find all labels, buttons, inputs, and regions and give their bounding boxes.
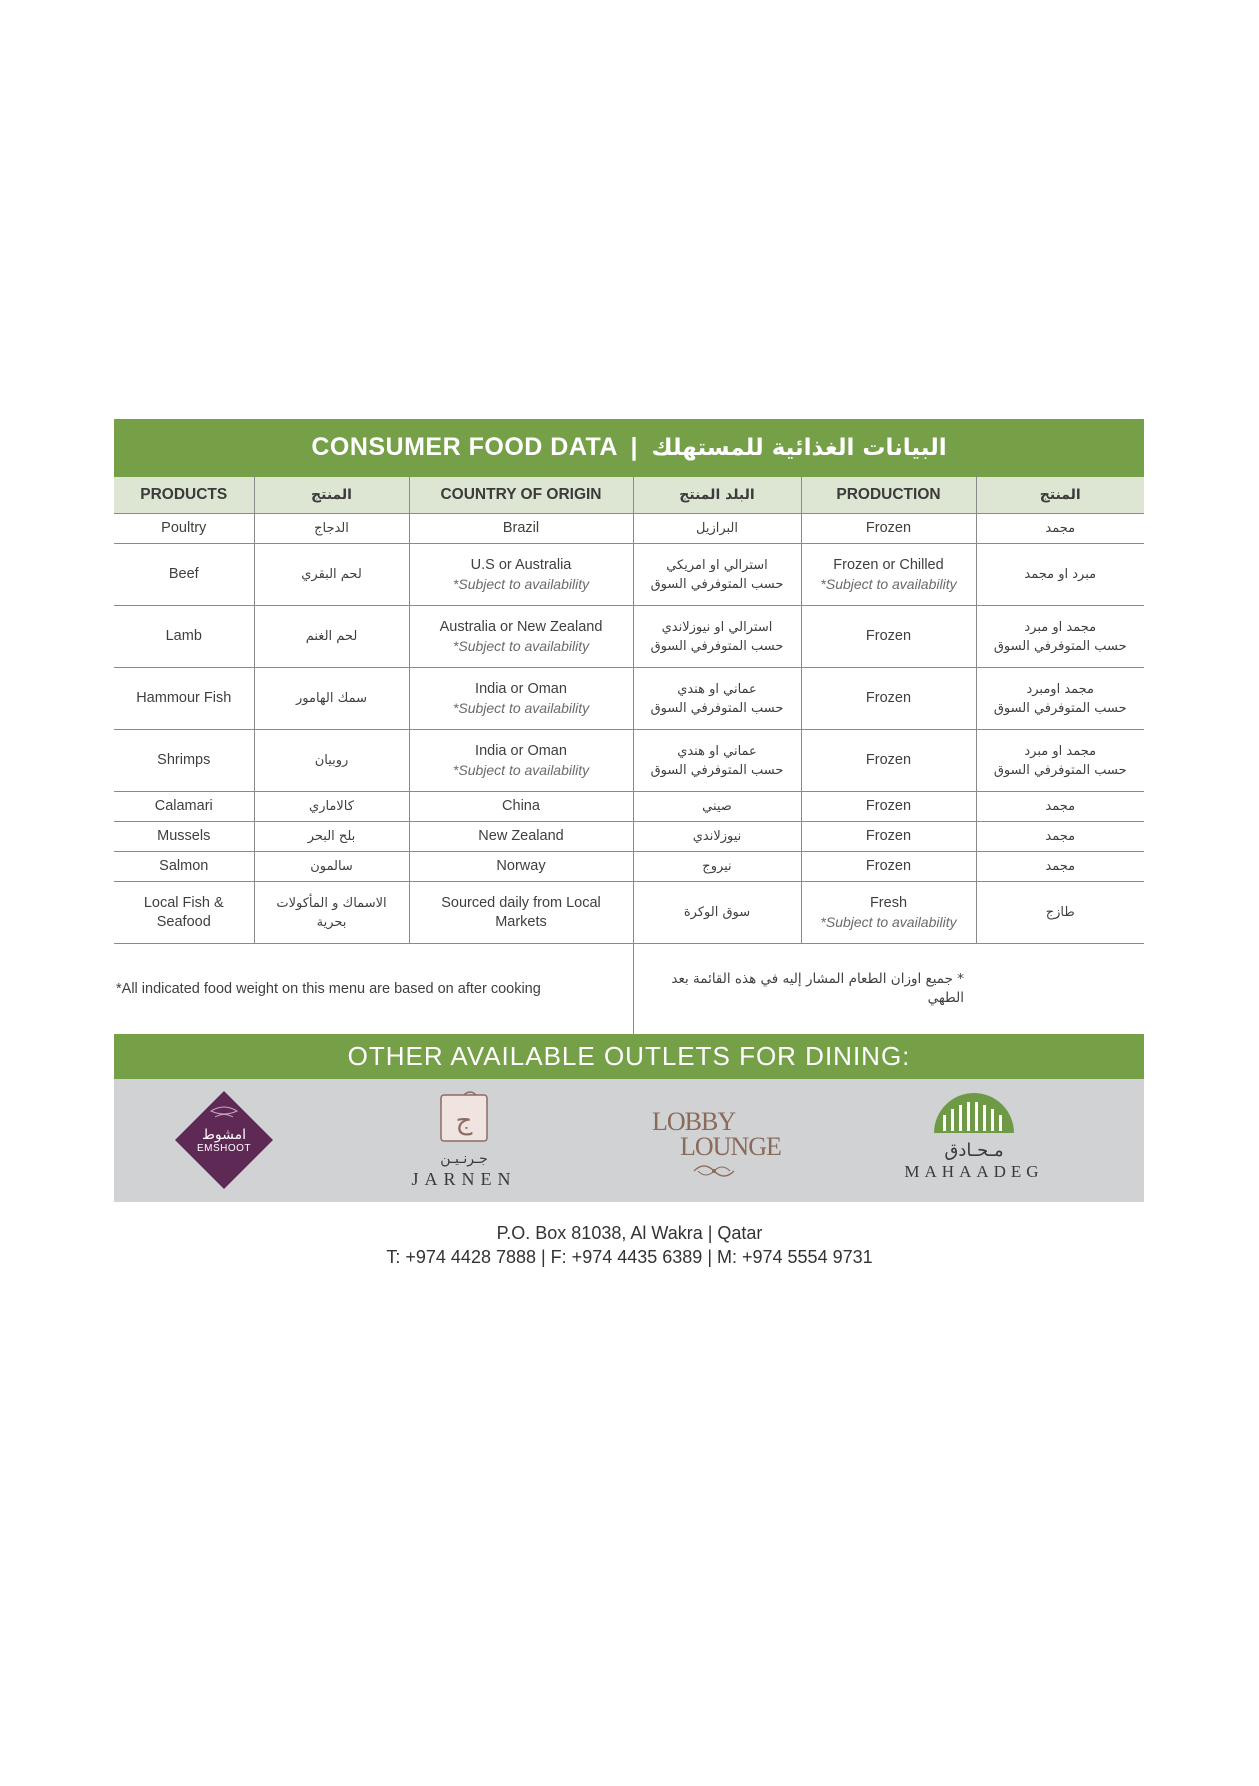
address: P.O. Box 81038, Al Wakra | Qatar [496, 1223, 763, 1243]
product-cell [114, 544, 254, 606]
mahaadeg-arch-icon [889, 1089, 1059, 1135]
mahaadeg-logo [889, 1089, 1059, 1194]
production-cell [801, 668, 976, 730]
production-text: Frozen [865, 858, 912, 874]
table-row [114, 730, 1144, 792]
emshoot-arabic: امشوط [201, 1127, 247, 1143]
product-ar-text: سالمون [310, 859, 353, 874]
availability-note: *Subject to availability [452, 761, 590, 778]
product-ar-cell [254, 544, 409, 606]
production-ar-text: مبرد او مجمد [1024, 567, 1097, 582]
table-row [114, 514, 1144, 544]
origin-cell [409, 822, 633, 852]
availability-note: *Subject to availability [820, 913, 957, 930]
origin-cell [409, 792, 633, 822]
production-ar-cell [976, 882, 1144, 944]
production-text: Frozen [865, 520, 912, 536]
origin-text: New Zealand [478, 828, 564, 844]
product-cell [114, 822, 254, 852]
title-english: CONSUMER FOOD DATA [311, 433, 618, 461]
origin-text: China [502, 798, 540, 814]
origin-ar-cell [633, 514, 801, 544]
jarnen-arabic: جـرنـيـن [440, 1151, 488, 1167]
origin-ar-cell [633, 852, 801, 882]
availability-note: حسب المتوفرفي السوق [993, 638, 1127, 654]
origin-ar-text: سوق الوكرة [683, 905, 751, 920]
table-row [114, 822, 1144, 852]
production-text: Frozen [865, 690, 912, 706]
product-ar-cell [254, 514, 409, 544]
origin-text: India or Oman [475, 742, 567, 759]
table-row [114, 544, 1144, 606]
origin-text: Brazil [502, 520, 540, 536]
production-ar-text: مجمد اومبرد [1026, 681, 1095, 697]
table-row [114, 852, 1144, 882]
product-ar-cell [254, 822, 409, 852]
origin-cell [409, 668, 633, 730]
product-cell [114, 730, 254, 792]
header-products: PRODUCTS [114, 477, 254, 514]
origin-cell [409, 852, 633, 882]
origin-cell [409, 882, 633, 944]
origin-ar-text: البرازيل [695, 521, 739, 536]
production-ar-cell [976, 514, 1144, 544]
product-ar-cell [254, 792, 409, 822]
title-arabic: البيانات الغذائية للمستهلك [651, 435, 947, 461]
availability-note: *Subject to availability [452, 699, 590, 716]
production-cell [801, 544, 976, 606]
origin-ar-cell [633, 792, 801, 822]
product-ar-text: بلح البحر [307, 829, 356, 844]
availability-note: حسب المتوفرفي السوق [650, 638, 784, 654]
production-ar-text: مجمد او مبرد [1024, 619, 1097, 635]
production-ar-text: طازج [1045, 905, 1075, 920]
product-text: Salmon [159, 858, 209, 874]
header-country-ar: البلد المنتج [633, 477, 801, 514]
footnote-english: *All indicated food weight on this menu are based on after cooking [114, 944, 633, 1035]
header-products-ar: المنتج [254, 477, 409, 514]
production-cell [801, 606, 976, 668]
product-cell [114, 606, 254, 668]
jarnen-emblem-icon [384, 1089, 544, 1145]
production-ar-text: مجمد [1045, 859, 1076, 874]
product-text: Shrimps [157, 752, 211, 768]
emshoot-logo [169, 1089, 279, 1194]
availability-note: *Subject to availability [452, 575, 590, 592]
product-ar-cell [254, 730, 409, 792]
table-row [114, 882, 1144, 944]
production-text: Fresh [869, 894, 908, 911]
product-ar-text: الدجاج [314, 521, 349, 536]
jarnen-logo [384, 1089, 544, 1194]
product-cell [114, 514, 254, 544]
product-cell [114, 668, 254, 730]
lobby-lounge-logo [634, 1109, 794, 1214]
production-text: Frozen [865, 752, 912, 768]
table-row [114, 668, 1144, 730]
origin-text: Sourced daily from Local Markets [441, 894, 601, 930]
outlets-logo-strip [114, 1079, 1144, 1202]
origin-ar-text: عماني او هندي [677, 681, 757, 697]
outlets-banner: OTHER AVAILABLE OUTLETS FOR DINING: [114, 1034, 1144, 1079]
svg-text:ج: ج [455, 1106, 473, 1136]
product-ar-text: لحم البقري [301, 567, 362, 582]
production-ar-text: مجمد [1045, 829, 1076, 844]
emshoot-name: EMSHOOT [196, 1143, 252, 1154]
production-ar-cell [976, 822, 1144, 852]
table-row [114, 792, 1144, 822]
production-ar-cell [976, 730, 1144, 792]
availability-note: حسب المتوفرفي السوق [993, 762, 1127, 778]
product-text: Mussels [157, 828, 211, 844]
product-ar-cell [254, 606, 409, 668]
production-ar-text: مجمد [1045, 521, 1076, 536]
production-text: Frozen or Chilled [833, 556, 944, 573]
product-text: Hammour Fish [136, 690, 232, 706]
origin-ar-text: نيوزلاندي [692, 829, 742, 844]
production-text: Frozen [865, 798, 912, 814]
product-ar-cell [254, 852, 409, 882]
header-production: PRODUCTION [801, 477, 976, 514]
product-cell [114, 792, 254, 822]
production-ar-cell [976, 544, 1144, 606]
product-text: Local Fish & Seafood [143, 894, 224, 930]
production-ar-cell [976, 606, 1144, 668]
origin-text: India or Oman [475, 680, 567, 697]
product-text: Poultry [161, 520, 207, 536]
production-cell [801, 792, 976, 822]
header-production-ar: المنتج [976, 477, 1144, 514]
consumer-food-data-sheet [114, 419, 1144, 1202]
origin-cell [409, 544, 633, 606]
footnote-row [114, 944, 1144, 1035]
product-ar-text: الاسماك و المأكولات بحرية [276, 895, 387, 930]
origin-ar-cell [633, 730, 801, 792]
production-cell [801, 514, 976, 544]
production-cell [801, 730, 976, 792]
product-ar-cell [254, 668, 409, 730]
phone-numbers: T: +974 4428 7888 | F: +974 4435 6389 | M: +974 5554 9731 [386, 1247, 873, 1267]
origin-text: Norway [496, 858, 546, 874]
origin-ar-text: نيروج [702, 859, 732, 874]
lounge-word: LOUNGE [680, 1132, 781, 1161]
availability-note: حسب المتوفرفي السوق [650, 700, 784, 716]
jarnen-name: JARNEN [411, 1169, 517, 1189]
origin-ar-cell [633, 882, 801, 944]
product-ar-cell [254, 882, 409, 944]
origin-ar-cell [633, 822, 801, 852]
origin-ar-text: استرالي او نيوزلاندي [661, 619, 773, 635]
product-ar-text: سمك الهامور [296, 691, 367, 706]
availability-note: *Subject to availability [820, 575, 957, 592]
origin-cell [409, 606, 633, 668]
product-ar-text: لحم الغنم [305, 629, 358, 644]
table-header-row [114, 477, 1144, 514]
production-ar-text: مجمد او مبرد [1024, 743, 1097, 759]
mahaadeg-name: MAHAADEG [904, 1162, 1044, 1181]
header-country-of-origin: COUNTRY OF ORIGIN [409, 477, 633, 514]
origin-cell [409, 730, 633, 792]
title-separator: | [630, 433, 639, 461]
origin-cell [409, 514, 633, 544]
table-row [114, 606, 1144, 668]
food-data-table [114, 476, 1144, 1034]
product-text: Calamari [154, 798, 213, 814]
availability-note: حسب المتوفرفي السوق [993, 700, 1127, 716]
contact-info [0, 1221, 1259, 1269]
availability-note: *Subject to availability [452, 637, 590, 654]
production-ar-cell [976, 668, 1144, 730]
production-cell [801, 882, 976, 944]
product-cell [114, 852, 254, 882]
production-ar-cell [976, 852, 1144, 882]
product-ar-text: روبيان [314, 753, 349, 768]
origin-text: Australia or New Zealand [439, 618, 603, 635]
title-banner [114, 419, 1144, 476]
origin-text: U.S or Australia [470, 556, 572, 573]
production-cell [801, 822, 976, 852]
lobby-flourish-icon [634, 1159, 794, 1183]
footnote-arabic: * جميع اوزان الطعام المشار إليه في هذه القائمة بعد الطهي [633, 944, 1144, 1035]
product-cell [114, 882, 254, 944]
origin-ar-text: عماني او هندي [677, 743, 757, 759]
product-ar-text: كالاماري [309, 799, 354, 814]
production-text: Frozen [865, 828, 912, 844]
production-cell [801, 852, 976, 882]
origin-ar-cell [633, 544, 801, 606]
production-text: Frozen [865, 628, 912, 644]
availability-note: حسب المتوفرفي السوق [650, 576, 784, 592]
lobby-word: LOBBY [652, 1107, 736, 1136]
origin-ar-cell [633, 668, 801, 730]
product-text: Lamb [165, 628, 202, 644]
availability-note: حسب المتوفرفي السوق [650, 762, 784, 778]
mahaadeg-arabic: مـحـادق [944, 1140, 1004, 1161]
production-ar-text: مجمد [1045, 799, 1076, 814]
product-text: Beef [168, 566, 199, 582]
origin-ar-text: صيني [702, 799, 732, 814]
origin-ar-cell [633, 606, 801, 668]
production-ar-cell [976, 792, 1144, 822]
origin-ar-text: استرالي او امريكي [666, 557, 768, 573]
